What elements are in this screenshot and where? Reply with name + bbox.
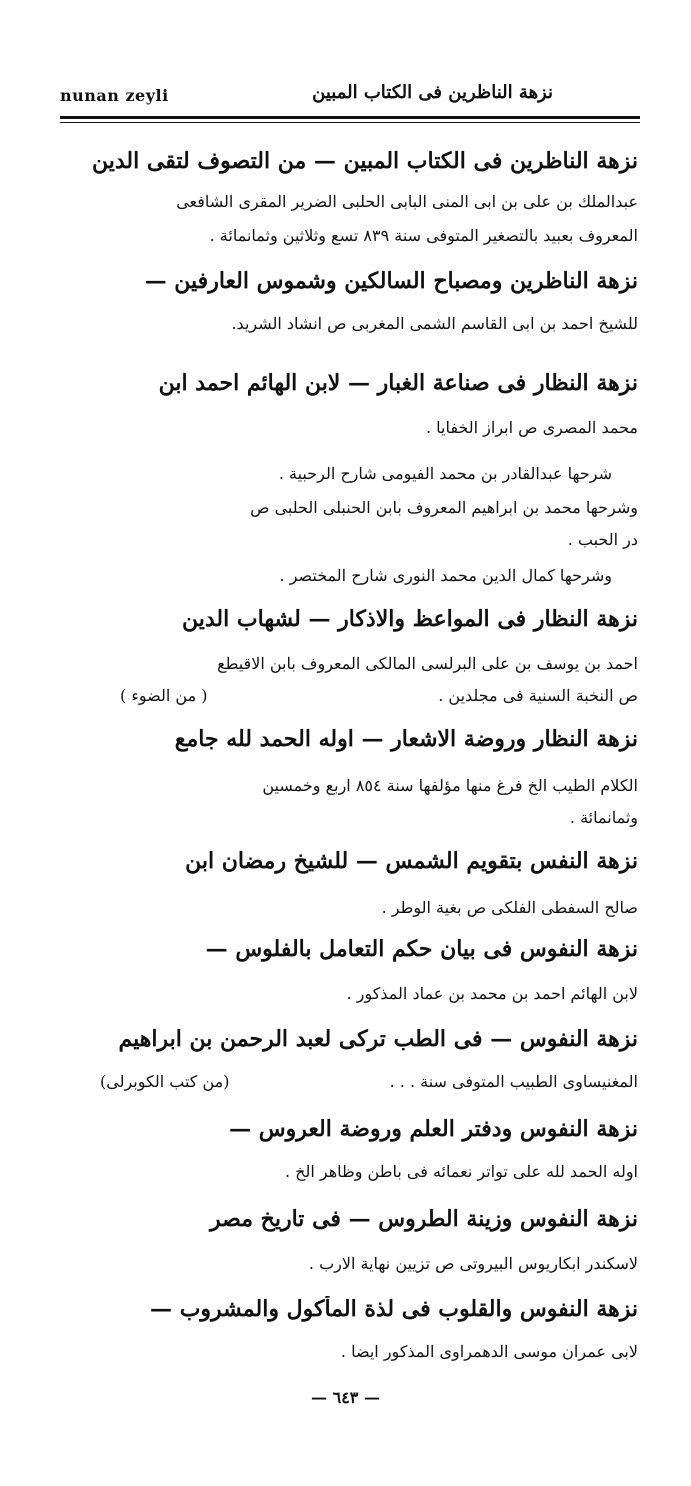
entry-text-with-note	[60, 1072, 638, 1091]
header-rule-thin	[60, 122, 640, 123]
entry-text: احمد بن يوسف بن على البرلسى المالكى المعروف بابن الاقيطع	[217, 654, 638, 673]
header-running-title-latin: nunan zeyli	[60, 86, 169, 105]
entry-heading: نزهة النظار وروضة الاشعار — اوله الحمد لله جامع	[174, 726, 638, 752]
entry-text: ص النخبة السنية فى مجلدين .	[438, 686, 638, 705]
entry-text-with-note	[60, 686, 638, 705]
page-number: — ٦٤٣ —	[311, 1388, 380, 1407]
header-running-title: نزهة الناظرين فى الكتاب المبين	[312, 82, 553, 103]
entry-text: المعروف بعبيد بالتصغير المتوفى سنة ٨٣٩ تسع وثلاثين وثمانمائة .	[209, 226, 638, 245]
entry-text: عبدالملك بن على بن ابى المنى البابى الحلبى الضرير المقرى الشافعى	[176, 192, 638, 211]
entry-heading: نزهة الناظرين ومصباح السالكين وشموس العارفين —	[144, 268, 638, 294]
source-note: (من كتب الكوبرلى)	[100, 1072, 230, 1091]
entry-text: وشرحها كمال الدين محمد النورى شارح المختصر .	[279, 566, 612, 585]
page-header	[0, 70, 691, 110]
entry-heading: نزهة النظار فى صناعة الغبار — لابن الهائم احمد ابن	[158, 370, 638, 396]
entry-text: وثمانمائة .	[569, 808, 638, 827]
source-note: ( من الضوء )	[120, 686, 208, 705]
entry-text: اوله الحمد لله على تواتر نعمائه فى باطن وظاهر الخ .	[284, 1162, 638, 1181]
entry-text: در الحبب .	[567, 530, 638, 549]
entry-text: لابن الهائم احمد بن محمد بن عماد المذكور .	[346, 984, 638, 1003]
entry-heading: نزهة النفوس — فى الطب تركى لعبد الرحمن بن ابراهيم	[118, 1026, 638, 1052]
entry-heading: نزهة النفوس فى بيان حكم التعامل بالفلوس —	[205, 936, 638, 962]
entry-text: الكلام الطيب الخ فرغ منها مؤلفها سنة ٨٥٤ اربع وخمسين	[262, 776, 638, 795]
entry-heading: نزهة النفوس والقلوب فى لذة المأكول والمشروب —	[150, 1296, 638, 1322]
entry-text: وشرحها محمد بن ابراهيم المعروف بابن الحنبلى الحلبى ص	[250, 498, 638, 517]
entry-text: المغنيساوى الطبيب المتوفى سنة . . .	[389, 1072, 638, 1091]
entry-text: للشيخ احمد بن ابى القاسم الشمى المغربى ص انشاد الشريد.	[231, 314, 638, 333]
entry-heading: نزهة النظار فى المواعظ والاذكار — لشهاب الدين	[182, 606, 638, 632]
entry-text: لابى عمران موسى الدهمراوى المذكور ايضا .	[340, 1342, 638, 1361]
entry-text: شرحها عبدالقادر بن محمد الفيومى شارح الرحبية .	[278, 464, 612, 483]
entry-heading: نزهة النفوس ودفتر العلم وروضة العروس —	[229, 1116, 638, 1142]
entry-text: صالح السفطى الفلكى ص بغية الوطر .	[381, 898, 638, 917]
entry-heading: نزهة النفس بتقويم الشمس — للشيخ رمضان ابن	[185, 848, 638, 874]
header-rule-thick	[60, 116, 640, 119]
entry-heading: نزهة النفوس وزينة الطروس — فى تاريخ مصر	[210, 1206, 638, 1232]
entry-text: لاسكندر ابكاريوس البيروتى ص تزيين نهاية الارب .	[308, 1254, 638, 1273]
entry-text: محمد المصرى ص ابراز الخفايا .	[425, 418, 638, 437]
entry-heading: نزهة الناظرين فى الكتاب المبين — من التصوف لتقى الدين	[92, 148, 638, 174]
